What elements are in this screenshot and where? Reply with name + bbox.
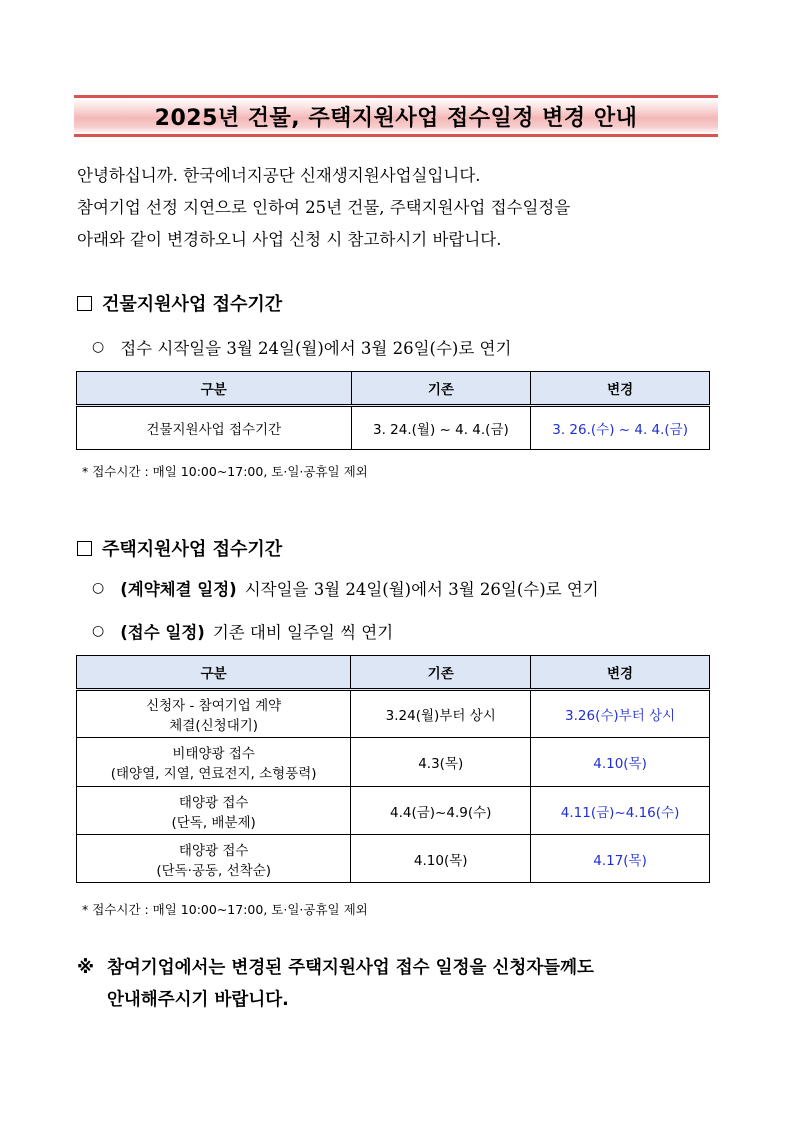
housing-section-heading [77,535,282,561]
intro-line: 아래와 같이 변경하오니 사업 신청 시 참고하시기 바랍니다. [77,230,502,249]
category-line: 체결(신청대기) [169,718,259,734]
circle-bullet-icon: ○ [92,339,105,355]
square-bullet-icon [77,541,92,556]
final-notice-text: 참여기업에서는 변경된 주택지원사업 접수 일정을 신청자들께도 [107,958,594,978]
reference-mark-icon: ※ [77,958,95,978]
table-header-row [77,656,710,690]
table-header-row [77,372,710,406]
building-schedule-table [76,371,710,450]
square-bullet-icon [77,296,92,311]
cell-new: 3. 26.(수) ~ 4. 4.(금) [531,406,710,450]
final-notice-line [77,952,594,984]
building-heading-text: 건물지원사업 접수기간 [102,294,283,315]
category-line: 비태양광 접수 [172,746,255,762]
document-title: 2025년 건물, 주택지원사업 접수일정 변경 안내 [154,105,638,131]
circle-bullet-icon: ○ [92,623,105,639]
building-note: * 접수시간 : 매일 10:00~17:00, 토·일·공휴일 제외 [82,464,368,479]
housing-note: * 접수시간 : 매일 10:00~17:00, 토·일·공휴일 제외 [82,902,368,917]
building-section-heading [77,290,282,316]
table-row [77,787,710,835]
cell-old: 4.10(목) [351,835,531,883]
building-bullet [92,335,511,359]
table-row [77,690,710,738]
document-title-banner [74,95,718,137]
intro-paragraph [77,160,727,256]
bullet-text: 시작일을 3월 24일(월)에서 3월 26일(수)로 연기 [244,580,599,599]
cell-category: 건물지원사업 접수기간 [77,406,352,450]
table-row [77,738,710,787]
intro-line: 참여기업 선정 지연으로 인하여 25년 건물, 주택지원사업 접수일정을 [77,198,571,217]
circle-bullet-icon: ○ [92,580,105,596]
category-line: 태양광 접수 [178,842,249,859]
final-notice [77,952,594,1016]
housing-bullet-application [92,619,393,643]
housing-schedule-table [76,655,710,883]
category-line: 태양광 접수 [178,794,249,811]
final-notice-line: 안내해주시기 바랍니다. [107,990,289,1010]
header-old: 기존 [351,372,531,406]
category-line: (태양열, 지열, 연료전지, 소형풍력) [110,766,317,782]
category-line: (단독, 배분제) [171,814,256,831]
cell-old: 4.4(금)~4.9(수) [351,787,531,835]
category-line: (단독·공동, 선착순) [156,862,272,879]
category-line: 신청자 - 참여기업 계약 [146,698,282,714]
cell-category [77,835,351,883]
cell-new: 4.10(목) [531,738,710,787]
header-new: 변경 [531,372,710,406]
cell-category [77,690,351,738]
bullet-label: (접수 일정) [120,623,205,642]
cell-old: 3. 24.(월) ~ 4. 4.(금) [351,406,531,450]
intro-line: 안녕하십니까. 한국에너지공단 신재생지원사업실입니다. [77,166,481,185]
cell-old: 4.3(목) [351,738,531,787]
bullet-label: (계약체결 일정) [120,580,237,599]
cell-category [77,738,351,787]
housing-bullet-contract [92,576,599,600]
cell-old: 3.24(월)부터 상시 [351,690,531,738]
header-category: 구분 [77,372,352,406]
bullet-text: 기존 대비 일주일 씩 연기 [212,623,394,642]
cell-category [77,787,351,835]
cell-new: 4.17(목) [531,835,710,883]
cell-new: 3.26(수)부터 상시 [531,690,710,738]
housing-heading-text: 주택지원사업 접수기간 [102,539,283,560]
header-category: 구분 [77,656,351,690]
table-row [77,406,710,450]
table-row [77,835,710,883]
header-new: 변경 [531,656,710,690]
header-old: 기존 [351,656,531,690]
building-bullet-text: 접수 시작일을 3월 24일(월)에서 3월 26일(수)로 연기 [120,339,512,358]
cell-new: 4.11(금)~4.16(수) [531,787,710,835]
